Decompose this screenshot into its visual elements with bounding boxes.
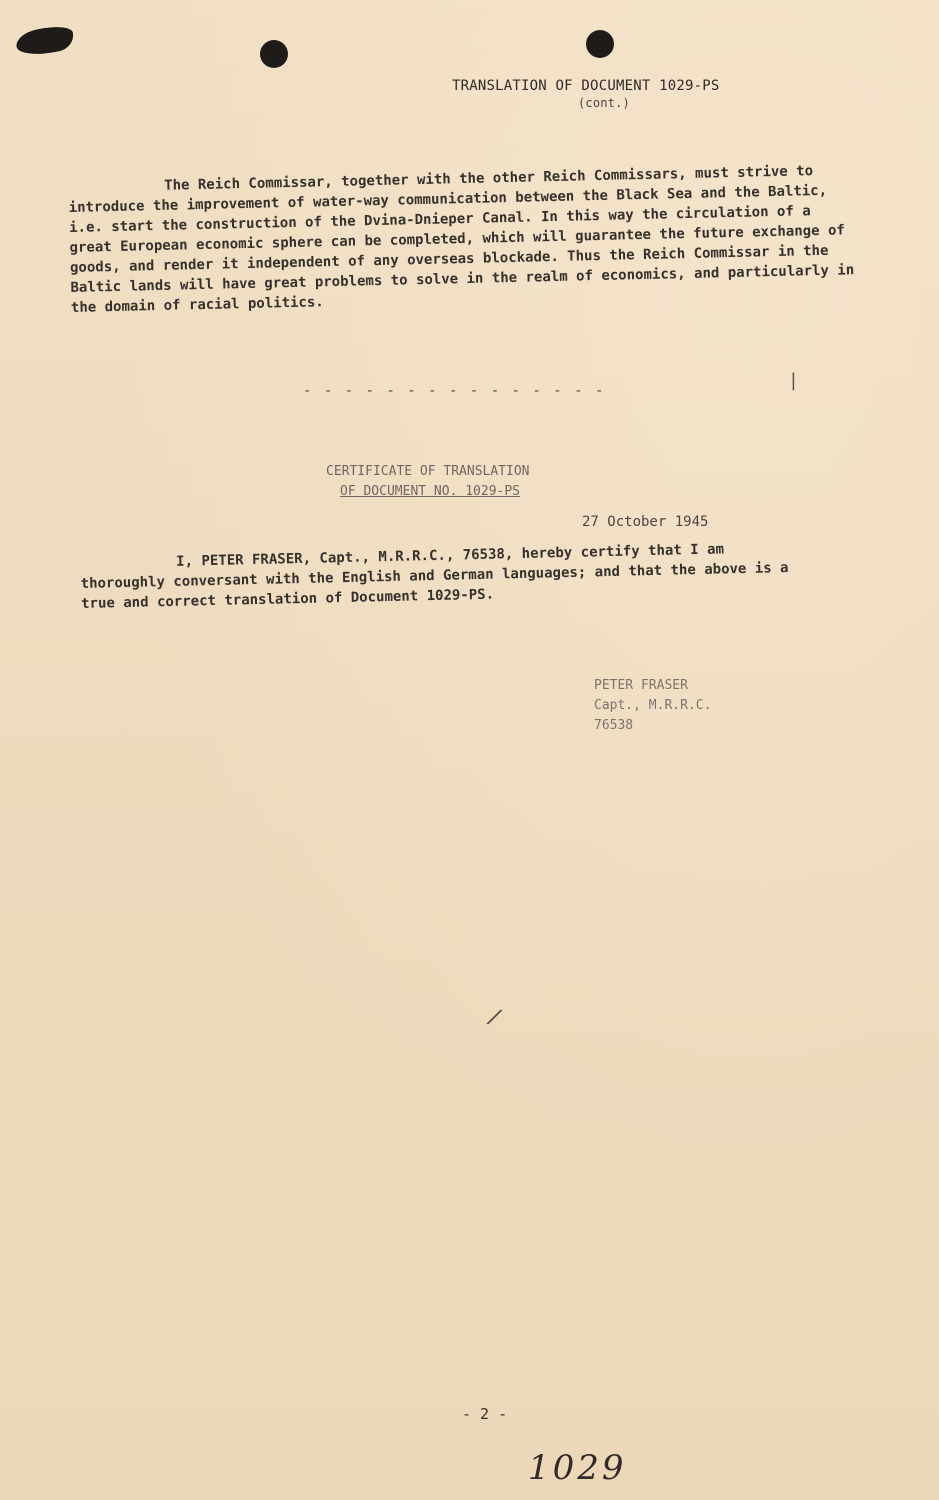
document-title: TRANSLATION OF DOCUMENT 1029-PS (452, 78, 720, 94)
stray-mark: | (788, 370, 799, 391)
punch-hole-left (260, 40, 288, 68)
signature-number: 76538 (594, 718, 634, 733)
punch-hole-right (586, 30, 614, 58)
stray-mark: / (484, 1003, 506, 1032)
certificate-date: 27 October 1945 (582, 514, 709, 530)
certificate-statement: I, PETER FRASER, Capt., M.R.R.C., 76538, hereby certify that I am thoroughly conversant with the English and German languages; and that the above is a true and correct translation of Document 1029-PS. (80, 541, 789, 612)
signature-block (594, 676, 711, 736)
document-subtitle: (cont.) (578, 96, 630, 110)
document-header (452, 78, 772, 110)
torn-corner (14, 22, 76, 59)
signature-rank: Capt., M.R.R.C. (594, 698, 712, 713)
certificate-title: CERTIFICATE OF TRANSLATION (326, 464, 530, 479)
body-paragraph: The Reich Commissar, together with the other Reich Commissars, must strive to introduce the improvement of water-way communication between the Black Sea and the Baltic, i.e. start the construction of the Dvina-Dnieper Canal. In this way the circulation of a great European economic sphere can be completed, which will guarantee the future exchange of goods, and render it independent of any overseas blockade. Thus the Reich Commissar in the Baltic lands will have great problems to solve in the realm of economics, and particularly in the domain of racial politics. (68, 163, 855, 316)
page-number: - 2 - (462, 1405, 508, 1423)
signature-name: PETER FRASER (594, 678, 688, 693)
section-divider: - - - - - - - - - - - - - - - (303, 383, 606, 399)
handwritten-document-number: 1029 (528, 1448, 627, 1488)
certificate-subtitle: OF DOCUMENT NO. 1029-PS (340, 484, 521, 499)
certificate-heading (326, 462, 530, 502)
